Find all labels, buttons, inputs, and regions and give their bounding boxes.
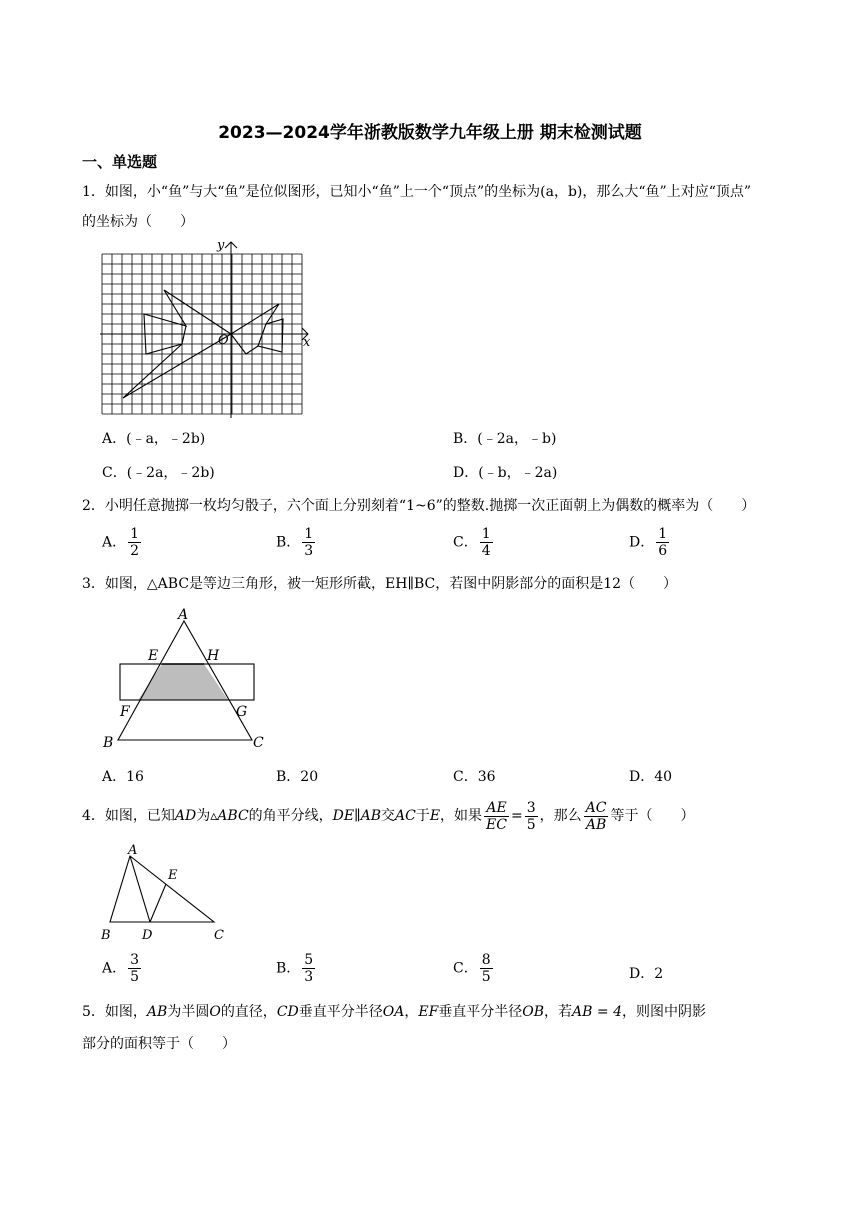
- q4-option-a[interactable]: [102, 952, 143, 985]
- label-a: A: [128, 843, 138, 858]
- triangle-abc: [110, 856, 214, 922]
- q1-stem-line2: 的坐标为（ ）: [82, 214, 194, 230]
- q3-option-b[interactable]: B．20: [276, 769, 319, 785]
- q5-stem-line1: 5．如图，AB为半圆O的直径，CD垂直平分半径OA，EF垂直平分半径OB，若AB = 4，则图中阴影: [82, 1004, 706, 1020]
- q5-stem-line2: 部分的面积等于（ ）: [82, 1036, 236, 1052]
- fraction: $\frac{8}{5}$: [481, 952, 491, 985]
- q4-option-c[interactable]: [453, 952, 495, 985]
- label-e: E: [148, 648, 159, 664]
- q1-option-b[interactable]: B．(﹣2a，﹣b): [453, 431, 557, 447]
- q4-stem: 4．如图，已知AD为▵ABC的角平分线，DE∥AB交AC于E，如果 $\frac{AE}{EC}$ = $\frac{3}{5}$ ，那么 $\frac{AC}{AB}$ 等于（ ）: [82, 799, 695, 833]
- label-c: C: [253, 735, 264, 751]
- origin-label: O: [218, 333, 229, 348]
- q3-option-d[interactable]: D．40: [629, 769, 673, 785]
- q2-option-d[interactable]: [629, 526, 671, 559]
- segment-de: [150, 884, 166, 922]
- y-axis-label: y: [217, 238, 225, 253]
- option-label: D．: [629, 534, 655, 551]
- x-axis-label: x: [303, 335, 311, 350]
- q2-option-a[interactable]: [102, 526, 143, 559]
- label-b: B: [101, 928, 111, 943]
- fraction-ac-ab: $\frac{AC}{AB}$: [585, 799, 607, 833]
- fraction: $\frac{1}{3}$: [304, 526, 314, 559]
- segment-ad: [130, 856, 150, 922]
- q3-triangle-figure: [96, 604, 276, 754]
- q4-option-b[interactable]: [276, 952, 317, 985]
- label-c: C: [214, 928, 224, 943]
- label-a: A: [178, 607, 189, 623]
- q2-option-b[interactable]: [276, 526, 317, 559]
- small-fish: [231, 304, 283, 354]
- q2-stem: 2．小明任意抛掷一枚均匀骰子，六个面上分别刻着“1~6”的整数.抛掷一次正面朝上为偶数的概率为（ ）: [82, 498, 756, 514]
- label-b: B: [103, 735, 114, 751]
- section-heading: 一、单选题: [82, 153, 158, 171]
- q3-option-a[interactable]: A．16: [102, 769, 144, 785]
- option-label: B．: [276, 960, 301, 977]
- q1-option-a[interactable]: A．(﹣a，﹣2b): [102, 431, 206, 447]
- q3-stem: 3．如图，△ABC是等边三角形，被一矩形所截，EH∥BC，若图中阴影部分的面积是12（ ）: [82, 576, 678, 592]
- fraction: $\frac{1}{6}$: [658, 526, 668, 559]
- fraction: $\frac{5}{3}$: [304, 952, 314, 985]
- option-label: A．: [102, 960, 127, 977]
- option-label: A．: [102, 534, 127, 551]
- option-label: C．: [453, 960, 478, 977]
- label-g: G: [236, 704, 248, 720]
- shaded-region: [138, 664, 228, 700]
- option-label: B．: [276, 534, 301, 551]
- label-d: D: [142, 928, 153, 943]
- q4-triangle-figure: [96, 840, 236, 944]
- fraction: $\frac{3}{5}$: [130, 952, 140, 985]
- fraction-ae-ec: $\frac{AE}{EC}$: [486, 799, 507, 833]
- q1-stem-line1: 1．如图，小“鱼”与大“鱼”是位似图形，已知小“鱼”上一个“顶点”的坐标为(a，b)，那么大“鱼”上对应“顶点”: [82, 184, 752, 200]
- q1-fish-figure: [96, 236, 318, 422]
- q1-option-c[interactable]: C．(﹣2a，﹣2b): [102, 465, 215, 481]
- q4-option-d[interactable]: D．2: [629, 966, 664, 982]
- fraction: $\frac{1}{2}$: [130, 526, 140, 559]
- fraction-3-5: $\frac{3}{5}$: [526, 799, 536, 833]
- label-e: E: [168, 868, 178, 883]
- q2-option-c[interactable]: [453, 526, 495, 559]
- q3-option-c[interactable]: C．36: [453, 769, 496, 785]
- option-label: C．: [453, 534, 478, 551]
- fraction: $\frac{1}{4}$: [481, 526, 491, 559]
- q1-option-d[interactable]: D．(﹣b，﹣2a): [453, 465, 558, 481]
- label-h: H: [207, 648, 220, 664]
- label-f: F: [120, 704, 130, 720]
- page-title: 2023—2024学年浙教版数学九年级上册 期末检测试题: [218, 123, 642, 143]
